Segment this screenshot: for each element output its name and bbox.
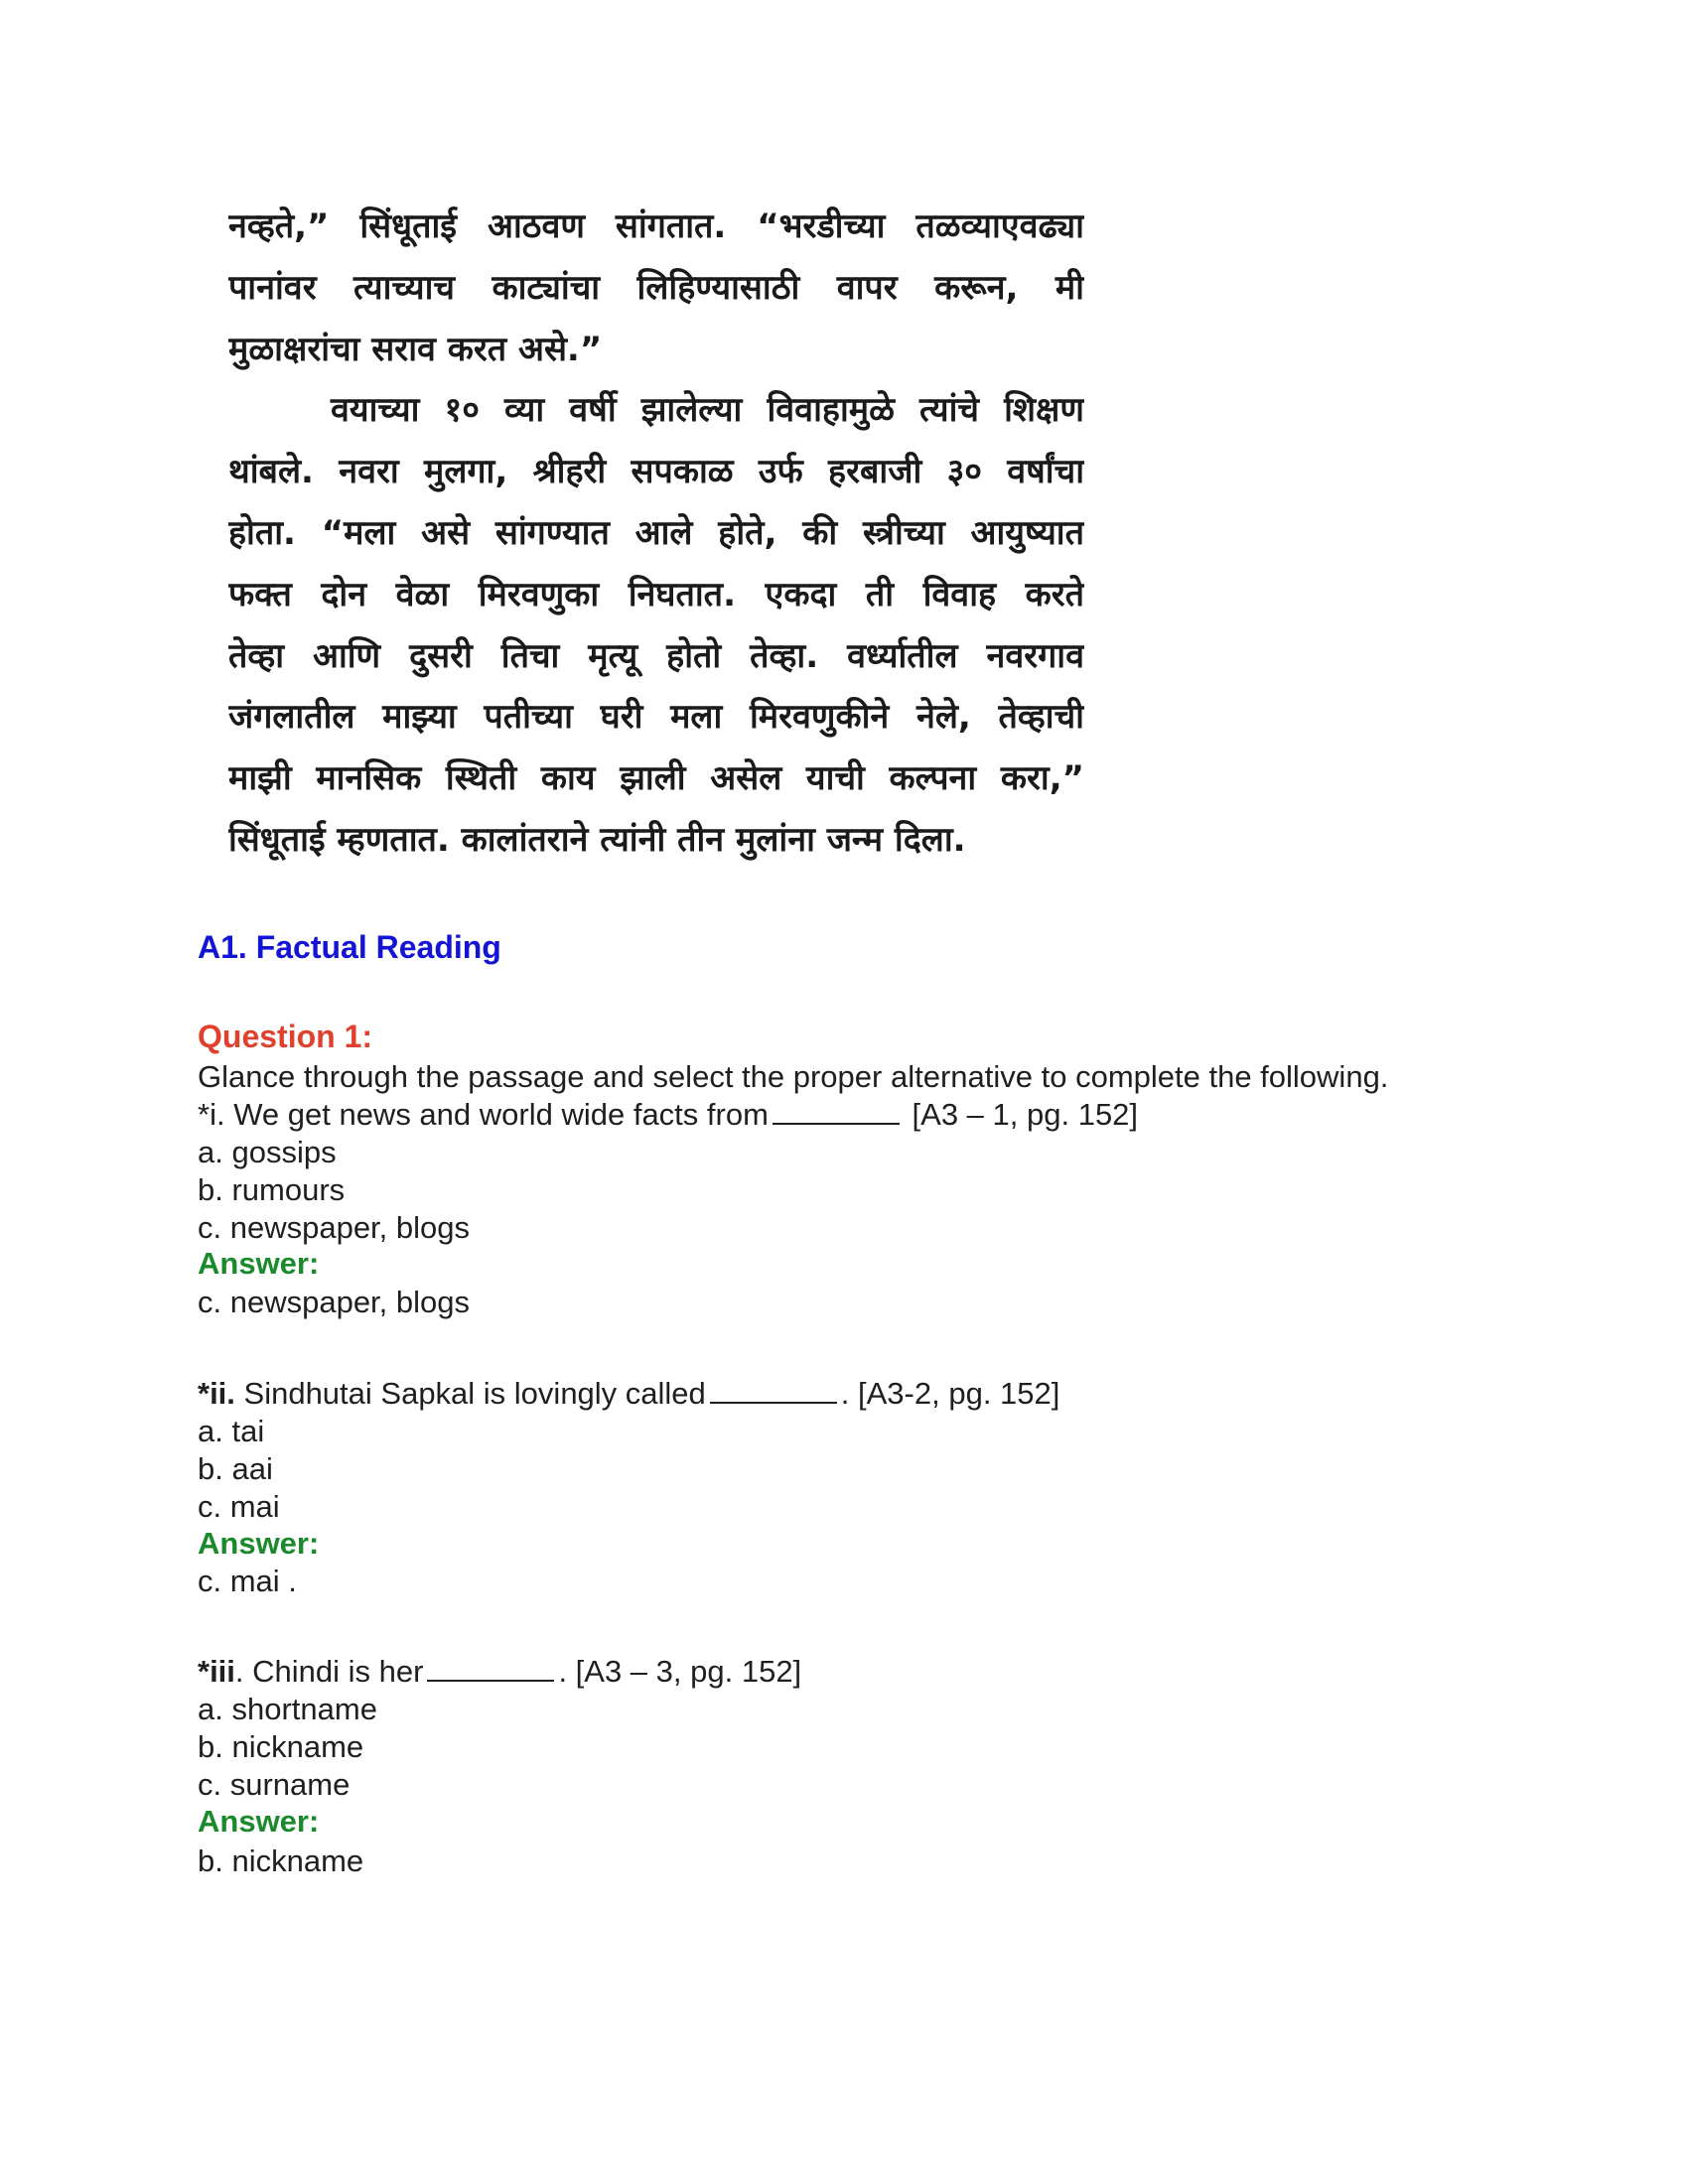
fill-blank	[427, 1654, 554, 1682]
fill-blank	[773, 1097, 900, 1125]
item-reference: [A3 – 1, pg. 152]	[903, 1097, 1139, 1132]
passage-line: होता. “मला असे सांगण्यात आले होते, की स्त्रीच्या आयुष्यात	[228, 512, 1084, 553]
item-prefix: *iii	[198, 1654, 235, 1689]
section-heading: A1. Factual Reading	[198, 929, 501, 965]
passage-line: तेव्हा आणि दुसरी तिचा मृत्यू होतो तेव्हा. वर्ध्यातील नवरगाव	[228, 635, 1084, 676]
answer-label: Answer:	[198, 1804, 320, 1839]
passage-line: वयाच्या १० व्या वर्षी झालेल्या विवाहामुळे त्यांचे शिक्षण	[331, 390, 1084, 431]
option-c: c. newspaper, blogs	[198, 1210, 471, 1245]
item-text: . Chindi is her	[234, 1654, 424, 1689]
passage-line: फक्त दोन वेळा मिरवणुका निघतात. एकदा ती विवाह करते	[228, 574, 1084, 614]
item-reference: . [A3-2, pg. 152]	[840, 1376, 1060, 1411]
passage-line: सिंधूताई म्हणतात. कालांतराने त्यांनी तीन मुलांना जन्म दिला.	[228, 819, 966, 860]
question-instruction: Glance through the passage and select the proper alternative to complete the following.	[198, 1059, 1389, 1094]
option-b: b. rumours	[198, 1172, 346, 1207]
item-text: We get news and world wide facts from	[224, 1097, 769, 1132]
option-a: a. shortname	[198, 1692, 377, 1726]
answer-value: b. nickname	[198, 1843, 364, 1878]
option-b: b. aai	[198, 1451, 273, 1486]
passage-line: माझी मानसिक स्थिती काय झाली असेल याची कल्पना करा,”	[228, 758, 1084, 799]
question-item-2	[198, 1375, 1059, 1413]
answer-value: c. newspaper, blogs	[198, 1285, 471, 1319]
answer-value: c. mai .	[198, 1564, 297, 1598]
item-reference: . [A3 – 3, pg. 152]	[558, 1654, 802, 1689]
question-item-1	[198, 1096, 1138, 1134]
option-a: a. gossips	[198, 1135, 337, 1169]
fill-blank	[710, 1376, 837, 1404]
answer-label: Answer:	[198, 1526, 320, 1561]
question-item-3	[198, 1653, 801, 1691]
item-prefix: *ii.	[198, 1376, 235, 1411]
passage-line: थांबले. नवरा मुलगा, श्रीहरी सपकाळ उर्फ हरबाजी ३० वर्षांचा	[228, 452, 1084, 492]
item-prefix: *i.	[198, 1097, 225, 1132]
item-text: Sindhutai Sapkal is lovingly called	[234, 1376, 706, 1411]
answer-label: Answer:	[198, 1246, 320, 1281]
question-label: Question 1:	[198, 1019, 373, 1054]
option-c: c. surname	[198, 1767, 351, 1802]
passage-line: जंगलातील माझ्या पतीच्या घरी मला मिरवणुकीने नेले, तेव्हाची	[228, 697, 1084, 738]
passage-line: मुळाक्षरांचा सराव करत असे.”	[228, 329, 603, 369]
option-b: b. nickname	[198, 1729, 364, 1764]
marathi-passage	[228, 197, 1084, 872]
passage-line: नव्हते,” सिंधूताई आठवण सांगतात. “भरडीच्या तळव्याएवढ्या	[228, 206, 1084, 246]
option-c: c. mai	[198, 1489, 280, 1524]
passage-line: पानांवर त्याच्याच काट्यांचा लिहिण्यासाठी वापर करून, मी	[228, 267, 1084, 308]
option-a: a. tai	[198, 1414, 265, 1448]
